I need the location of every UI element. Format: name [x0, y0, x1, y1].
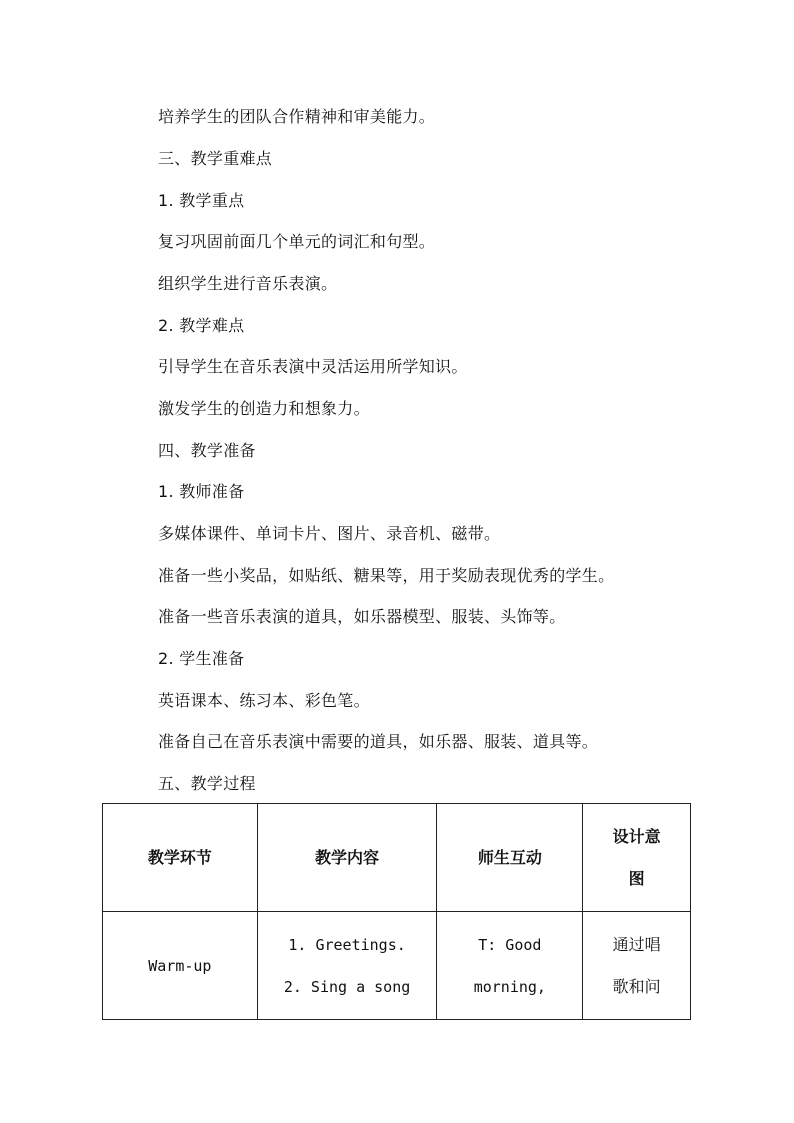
- header-cell-content: 教学内容: [257, 804, 437, 912]
- subsection-heading: 2. 学生准备: [158, 649, 245, 668]
- paragraph: 复习巩固前面几个单元的词汇和句型。: [158, 232, 436, 251]
- paragraph: 组织学生进行音乐表演。: [158, 274, 338, 293]
- paragraph: 准备一些小奖品，如贴纸、糖果等，用于奖励表现优秀的学生。: [158, 566, 615, 585]
- cell-stage: Warm-up: [103, 912, 258, 1020]
- subsection-heading: 1. 教学重点: [158, 191, 245, 210]
- paragraph: 准备自己在音乐表演中需要的道具，如乐器、服装、道具等。: [158, 732, 599, 751]
- subsection-heading: 2. 教学难点: [158, 316, 245, 335]
- cell-interaction: T: Good morning,: [437, 912, 583, 1020]
- cell-design-intent: 通过唱 歌和问: [583, 912, 691, 1020]
- paragraph: 引导学生在音乐表演中灵活运用所学知识。: [158, 357, 468, 376]
- paragraph: 培养学生的团队合作精神和审美能力。: [158, 107, 436, 126]
- header-cell-stage: 教学环节: [103, 804, 258, 912]
- subsection-heading: 1. 教师准备: [158, 482, 245, 501]
- paragraph: 多媒体课件、单词卡片、图片、录音机、磁带。: [158, 524, 501, 543]
- cell-content: 1. Greetings. 2. Sing a song: [257, 912, 437, 1020]
- teaching-process-table: [102, 803, 691, 1020]
- table-header-row: [103, 804, 691, 912]
- header-cell-interaction: 师生互动: [437, 804, 583, 912]
- table-row: [103, 912, 691, 1020]
- paragraph: 激发学生的创造力和想象力。: [158, 399, 370, 418]
- paragraph: 英语课本、练习本、彩色笔。: [158, 691, 370, 710]
- paragraph: 准备一些音乐表演的道具，如乐器模型、服装、头饰等。: [158, 607, 566, 626]
- section-heading: 四、教学准备: [158, 441, 256, 460]
- header-cell-design-intent: 设计意 图: [583, 804, 691, 912]
- section-heading: 三、教学重难点: [158, 149, 273, 168]
- section-heading: 五、教学过程: [158, 774, 256, 793]
